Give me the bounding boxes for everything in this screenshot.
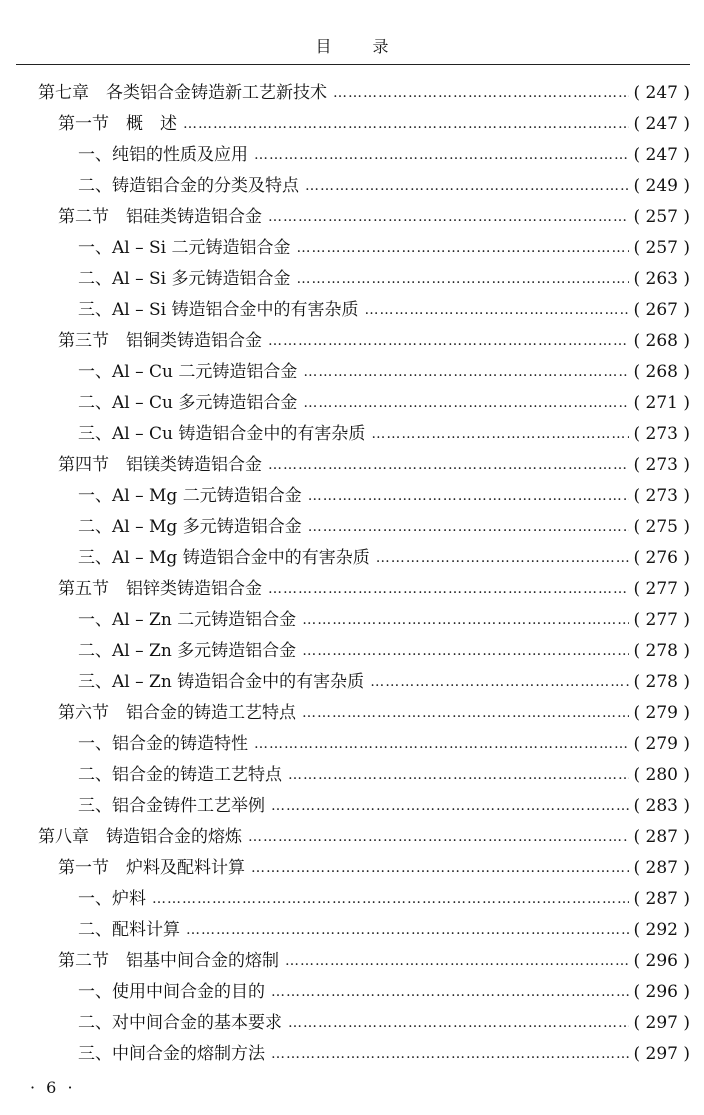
toc-entry-item[interactable] bbox=[0, 884, 704, 915]
toc-entry-page: ( 278 ) bbox=[633, 672, 690, 692]
dot-leader bbox=[271, 1039, 629, 1070]
toc-entry-title: 二、Al – Mg 多元铸造铝合金 bbox=[78, 517, 302, 537]
toc-entry-item[interactable] bbox=[0, 233, 704, 264]
toc-entry-page: ( 287 ) bbox=[633, 827, 690, 847]
toc-entry-item[interactable] bbox=[0, 481, 704, 512]
toc-entry-title: 第六节 铝合金的铸造工艺特点 bbox=[58, 703, 296, 723]
dot-leader bbox=[288, 760, 629, 791]
toc-entry-section[interactable] bbox=[0, 574, 704, 605]
toc-entry-title: 二、Al – Cu 多元铸造铝合金 bbox=[78, 393, 298, 413]
toc-entry-page: ( 283 ) bbox=[633, 796, 690, 816]
dot-leader bbox=[152, 884, 629, 915]
dot-leader bbox=[302, 698, 629, 729]
toc-entry-title: 第八章 铸造铝合金的熔炼 bbox=[38, 827, 242, 847]
dot-leader bbox=[254, 729, 629, 760]
dot-leader bbox=[285, 946, 629, 977]
toc-entry-page: ( 257 ) bbox=[633, 238, 690, 258]
dot-leader bbox=[288, 1008, 629, 1039]
toc-entry-page: ( 267 ) bbox=[633, 300, 690, 320]
header-rule bbox=[16, 64, 690, 65]
toc-entry-item[interactable] bbox=[0, 1008, 704, 1039]
toc-entry-item[interactable] bbox=[0, 915, 704, 946]
toc-entry-title: 第二节 铝基中间合金的熔制 bbox=[58, 951, 279, 971]
toc-entry-title: 一、Al – Cu 二元铸造铝合金 bbox=[78, 362, 298, 382]
toc-entry-item[interactable] bbox=[0, 760, 704, 791]
toc-entry-page: ( 257 ) bbox=[633, 207, 690, 227]
dot-leader bbox=[365, 295, 630, 326]
toc-entry-page: ( 280 ) bbox=[633, 765, 690, 785]
table-of-contents bbox=[0, 78, 704, 1070]
toc-entry-title: 二、铝合金的铸造工艺特点 bbox=[78, 765, 282, 785]
toc-entry-section[interactable] bbox=[0, 450, 704, 481]
toc-entry-item[interactable] bbox=[0, 512, 704, 543]
toc-entry-title: 三、Al – Si 铸造铝合金中的有害杂质 bbox=[78, 300, 359, 320]
dot-leader bbox=[186, 915, 629, 946]
dot-leader bbox=[297, 264, 630, 295]
toc-entry-page: ( 263 ) bbox=[633, 269, 690, 289]
toc-entry-item[interactable] bbox=[0, 791, 704, 822]
toc-entry-section[interactable] bbox=[0, 853, 704, 884]
dot-leader bbox=[251, 853, 629, 884]
toc-entry-page: ( 297 ) bbox=[633, 1013, 690, 1033]
toc-entry-title: 三、Al – Mg 铸造铝合金中的有害杂质 bbox=[78, 548, 370, 568]
toc-entry-page: ( 268 ) bbox=[633, 362, 690, 382]
toc-entry-page: ( 275 ) bbox=[633, 517, 690, 537]
toc-entry-page: ( 279 ) bbox=[633, 734, 690, 754]
dot-leader bbox=[248, 822, 629, 853]
dot-leader bbox=[271, 791, 629, 822]
toc-entry-title: 一、Al – Si 二元铸造铝合金 bbox=[78, 238, 291, 258]
toc-entry-title: 第二节 铝硅类铸造铝合金 bbox=[58, 207, 262, 227]
toc-entry-title: 一、使用中间合金的目的 bbox=[78, 982, 265, 1002]
toc-entry-page: ( 296 ) bbox=[633, 951, 690, 971]
dot-leader bbox=[302, 605, 629, 636]
toc-entry-title: 二、Al – Si 多元铸造铝合金 bbox=[78, 269, 291, 289]
toc-entry-page: ( 273 ) bbox=[633, 486, 690, 506]
toc-entry-item[interactable] bbox=[0, 171, 704, 202]
toc-entry-title: 三、铝合金铸件工艺举例 bbox=[78, 796, 265, 816]
toc-entry-item[interactable] bbox=[0, 419, 704, 450]
page-number: · 6 · bbox=[30, 1078, 76, 1097]
toc-entry-title: 一、炉料 bbox=[78, 889, 146, 909]
dot-leader bbox=[302, 636, 629, 667]
toc-entry-title: 一、纯铝的性质及应用 bbox=[78, 145, 248, 165]
toc-entry-page: ( 287 ) bbox=[633, 858, 690, 878]
toc-entry-page: ( 273 ) bbox=[633, 424, 690, 444]
toc-entry-item[interactable] bbox=[0, 357, 704, 388]
dot-leader bbox=[268, 326, 629, 357]
dot-leader bbox=[305, 171, 629, 202]
toc-entry-title: 第七章 各类铝合金铸造新工艺新技术 bbox=[38, 83, 327, 103]
toc-entry-chapter[interactable] bbox=[0, 78, 704, 109]
toc-entry-title: 一、铝合金的铸造特性 bbox=[78, 734, 248, 754]
toc-entry-section[interactable] bbox=[0, 698, 704, 729]
toc-entry-title: 第三节 铝铜类铸造铝合金 bbox=[58, 331, 262, 351]
toc-entry-section[interactable] bbox=[0, 109, 704, 140]
dot-leader bbox=[268, 574, 629, 605]
toc-entry-section[interactable] bbox=[0, 946, 704, 977]
toc-entry-title: 第五节 铝锌类铸造铝合金 bbox=[58, 579, 262, 599]
toc-entry-page: ( 268 ) bbox=[633, 331, 690, 351]
page-title: 目 录 bbox=[315, 37, 407, 56]
toc-entry-page: ( 277 ) bbox=[633, 579, 690, 599]
toc-entry-section[interactable] bbox=[0, 326, 704, 357]
dot-leader bbox=[254, 140, 629, 171]
toc-entry-title: 三、中间合金的熔制方法 bbox=[78, 1044, 265, 1064]
toc-entry-item[interactable] bbox=[0, 977, 704, 1008]
toc-entry-title: 二、铸造铝合金的分类及特点 bbox=[78, 176, 299, 196]
toc-entry-title: 第四节 铝镁类铸造铝合金 bbox=[58, 455, 262, 475]
dot-leader bbox=[333, 78, 629, 109]
toc-entry-page: ( 277 ) bbox=[633, 610, 690, 630]
dot-leader bbox=[308, 512, 630, 543]
dot-leader bbox=[183, 109, 629, 140]
toc-entry-title: 一、Al – Zn 二元铸造铝合金 bbox=[78, 610, 297, 630]
toc-entry-chapter[interactable] bbox=[0, 822, 704, 853]
toc-entry-section[interactable] bbox=[0, 202, 704, 233]
toc-entry-page: ( 292 ) bbox=[633, 920, 690, 940]
toc-entry-item[interactable] bbox=[0, 295, 704, 326]
toc-entry-item[interactable] bbox=[0, 388, 704, 419]
toc-entry-title: 第一节 概 述 bbox=[58, 114, 177, 134]
toc-entry-page: ( 279 ) bbox=[633, 703, 690, 723]
toc-entry-title: 一、Al – Mg 二元铸造铝合金 bbox=[78, 486, 302, 506]
toc-entry-item[interactable] bbox=[0, 1039, 704, 1070]
dot-leader bbox=[376, 543, 630, 574]
toc-entry-item[interactable] bbox=[0, 729, 704, 760]
dot-leader bbox=[297, 233, 630, 264]
toc-entry-item[interactable] bbox=[0, 667, 704, 698]
toc-entry-title: 三、Al – Cu 铸造铝合金中的有害杂质 bbox=[78, 424, 366, 444]
dot-leader bbox=[268, 450, 629, 481]
toc-entry-page: ( 273 ) bbox=[633, 455, 690, 475]
dot-leader bbox=[371, 419, 629, 450]
toc-entry-title: 二、Al – Zn 多元铸造铝合金 bbox=[78, 641, 297, 661]
toc-entry-page: ( 296 ) bbox=[633, 982, 690, 1002]
toc-entry-item[interactable] bbox=[0, 605, 704, 636]
dot-leader bbox=[308, 481, 630, 512]
dot-leader bbox=[271, 977, 629, 1008]
toc-entry-page: ( 297 ) bbox=[633, 1044, 690, 1064]
toc-entry-page: ( 247 ) bbox=[633, 114, 690, 134]
toc-entry-page: ( 247 ) bbox=[633, 83, 690, 103]
dot-leader bbox=[303, 357, 629, 388]
toc-entry-page: ( 247 ) bbox=[633, 145, 690, 165]
dot-leader bbox=[303, 388, 629, 419]
toc-entry-page: ( 287 ) bbox=[633, 889, 690, 909]
toc-entry-title: 二、对中间合金的基本要求 bbox=[78, 1013, 282, 1033]
toc-entry-title: 二、配料计算 bbox=[78, 920, 180, 940]
toc-entry-page: ( 276 ) bbox=[633, 548, 690, 568]
toc-entry-page: ( 271 ) bbox=[633, 393, 690, 413]
dot-leader bbox=[268, 202, 629, 233]
toc-entry-title: 第一节 炉料及配料计算 bbox=[58, 858, 245, 878]
toc-entry-item[interactable] bbox=[0, 264, 704, 295]
toc-entry-title: 三、Al – Zn 铸造铝合金中的有害杂质 bbox=[78, 672, 365, 692]
toc-entry-page: ( 249 ) bbox=[633, 176, 690, 196]
toc-entry-item[interactable] bbox=[0, 543, 704, 574]
dot-leader bbox=[370, 667, 629, 698]
toc-entry-item[interactable] bbox=[0, 636, 704, 667]
toc-entry-page: ( 278 ) bbox=[633, 641, 690, 661]
toc-entry-item[interactable] bbox=[0, 140, 704, 171]
